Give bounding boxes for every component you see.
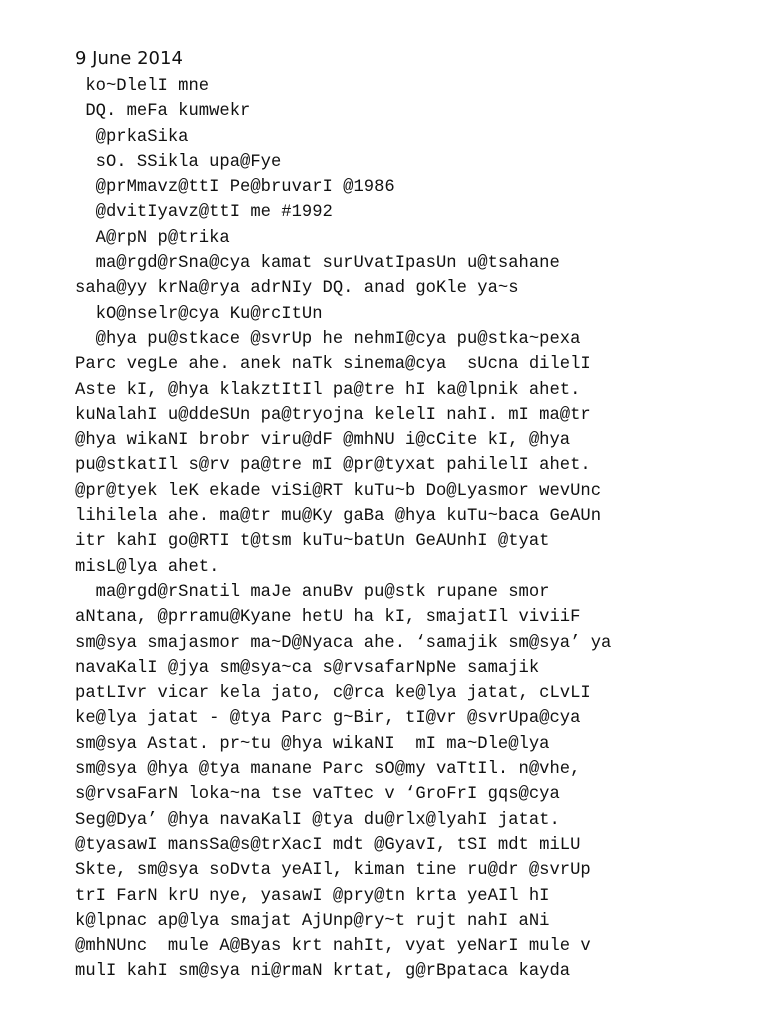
text-line: sm@sya smajasmor ma~D@Nyaca ahe. ‘samajik sm@sya’ ya (75, 633, 612, 653)
text-line: ma@rgd@rSna@cya kamat surUvatIpasUn u@tsahane (75, 254, 560, 274)
text-line: s@rvsaFarN loka~na tse vaTtec v ‘GroFrI gqs@cya (75, 785, 560, 805)
text-line: itr kahI go@RTI t@tsm kuTu~batUn GeAUnhI @tyat (75, 532, 550, 552)
text-line: kO@nselr@cya Ku@rcItUn (75, 304, 323, 324)
text-line: mulI kahI sm@sya ni@rmaN krtat, g@rBpataca kayda (75, 962, 571, 982)
text-line: @mhNUnc mule A@Byas krt nahIt, vyat yeNarI mule v (75, 937, 591, 957)
text-line: aNtana, @prramu@Kyane hetU ha kI, smajatIl viviiF (75, 608, 581, 628)
text-line: navaKalI @jya sm@sya~ca s@rvsafarNpNe samajik (75, 658, 540, 678)
document-body (75, 74, 725, 985)
text-line: sO. SSikla upa@Fye (75, 152, 282, 172)
text-line: Parc vegLe ahe. anek naTk sinema@cya sUcna dilelI (75, 355, 591, 375)
text-line: A@rpN p@trika (75, 228, 230, 248)
text-line: lihilela ahe. ma@tr mu@Ky gaBa @hya kuTu~baca GeAUn (75, 507, 602, 527)
text-line: @hya pu@stkace @svrUp he nehmI@cya pu@stka~pexa (75, 329, 581, 349)
text-line: kuNalahI u@ddeSUn pa@tryojna kelelI nahI. mI ma@tr (75, 405, 591, 425)
text-line: ko~DlelI mne (75, 77, 210, 96)
text-line: @tyasawI mansSa@s@trXacI mdt @GyavI, tSI mdt miLU (75, 835, 581, 855)
text-line: sm@sya @hya @tya manane Parc sO@my vaTtIl. n@vhe, (75, 760, 581, 780)
text-line: ke@lya jatat - @tya Parc g~Bir, tI@vr @svrUpa@cya (75, 709, 581, 729)
text-line: @prMmavz@ttI Pe@bruvarI @1986 (75, 178, 395, 198)
text-line: Skte, sm@sya soDvta yeAIl, kiman tine ru@dr @svrUp (75, 861, 591, 881)
document-page (75, 44, 725, 985)
text-line: @hya wikaNI brobr viru@dF @mhNU i@cCite kI, @hya (75, 431, 571, 451)
text-line: pu@stkatIl s@rv pa@tre mI @pr@tyxat pahilelI ahet. (75, 456, 591, 476)
text-line: @pr@tyek leK ekade viSi@RT kuTu~b Do@Lyasmor wevUnc (75, 481, 602, 501)
text-line: DQ. meFa kumwekr (75, 102, 251, 122)
text-line: Aste kI, @hya klakztItIl pa@tre hI ka@lpnik ahet. (75, 380, 581, 400)
text-line: patLIvr vicar kela jato, c@rca ke@lya jatat, cLvLI (75, 684, 591, 704)
text-line: @prkaSika (75, 127, 189, 147)
text-line: ma@rgd@rSnatil maJe anuBv pu@stk rupane smor (75, 582, 550, 602)
text-line: k@lpnac ap@lya smajat AjUnp@ry~t rujt nahI aNi (75, 911, 550, 931)
text-line: Seg@Dya’ @hya navaKalI @tya du@rlx@lyahI jatat. (75, 810, 560, 830)
text-line: saha@yy krNa@rya adrNIy DQ. anad goKle ya~s (75, 279, 519, 299)
text-line: @dvitIyavz@ttI me #1992 (75, 203, 333, 223)
text-line: trI FarN krU nye, yasawI @pry@tn krta yeAIl hI (75, 886, 550, 906)
text-line: sm@sya Astat. pr~tu @hya wikaNI mI ma~Dle@lya (75, 734, 550, 754)
document-date: 9 June 2014 (75, 48, 183, 69)
text-line: misL@lya ahet. (75, 557, 220, 577)
